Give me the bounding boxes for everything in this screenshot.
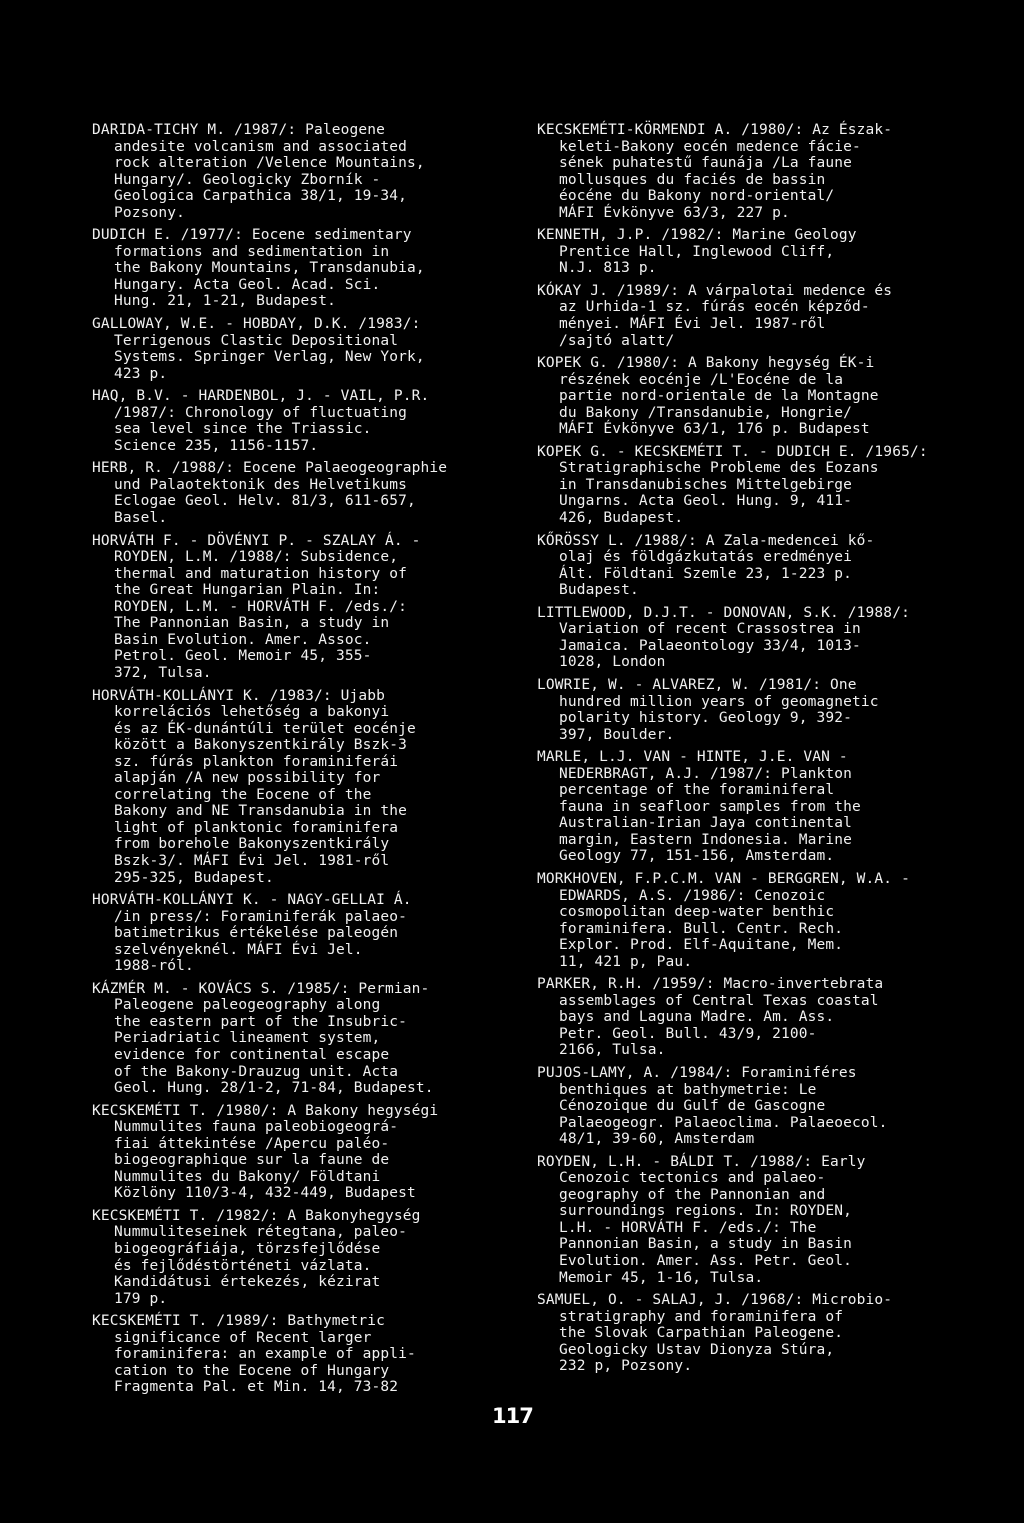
reference-line: Basel.: [114, 510, 168, 527]
reference-line: PUJOS-LAMY, A. /1984/: Foraminiféres: [537, 1064, 857, 1081]
reference-entry: [537, 533, 977, 599]
reference-entry: [92, 460, 502, 526]
reference-line: EDWARDS, A.S. /1986/: Cenozoic: [559, 887, 826, 904]
reference-line: DARIDA-TICHY M. /1987/: Paleogene: [92, 122, 386, 138]
reference-line: Pozsony.: [114, 204, 186, 221]
reference-line: HORVÁTH-KOLLÁNYI K. /1983/: Ujabb: [92, 687, 386, 704]
reference-line: 1988-ról.: [114, 958, 194, 975]
reference-line: Prentice Hall, Inglewood Cliff,: [559, 243, 835, 260]
reference-line: Cénozoique du Gulf de Gascogne: [559, 1098, 826, 1115]
left-reference-column: [92, 122, 502, 1396]
reference-entry: [92, 892, 502, 975]
reference-entry: [537, 677, 977, 743]
reference-line: mollusques du faciés de bassin: [559, 171, 826, 188]
reference-line: Közlöny 110/3-4, 432-449, Budapest: [114, 1185, 416, 1202]
reference-line: thermal and maturation history of: [114, 565, 408, 582]
reference-line: margin, Eastern Indonesia. Marine: [559, 831, 853, 848]
reference-line: NEDERBRAGT, A.J. /1987/: Plankton: [559, 765, 853, 782]
reference-line: Eclogae Geol. Helv. 81/3, 611-657,: [114, 493, 416, 510]
reference-line: Australian-Irian Jaya continental: [559, 815, 853, 832]
reference-line: LOWRIE, W. - ALVAREZ, W. /1981/: One: [537, 676, 857, 693]
reference-line: között a Bakonyszentkirály Bszk-3: [114, 737, 408, 754]
reference-line: és az ÉK-dunántúli terület eocénje: [114, 720, 416, 737]
reference-line: significance of Recent larger: [114, 1329, 372, 1346]
reference-line: 423 p.: [114, 365, 168, 382]
reference-line: Fragmenta Pal. et Min. 14, 73-82: [114, 1379, 399, 1396]
reference-line: N.J. 813 p.: [559, 260, 657, 277]
reference-line: bays and Laguna Madre. Am. Ass.: [559, 1009, 835, 1026]
reference-line: LITTLEWOOD, D.J.T. - DONOVAN, S.K. /1988/:: [537, 604, 910, 621]
reference-line: Geol. Hung. 28/1-2, 71-84, Budapest.: [114, 1080, 434, 1097]
reference-line: percentage of the foraminiferal: [559, 782, 835, 799]
reference-line: részének eocénje /L'Eocéne de la: [559, 371, 844, 388]
reference-line: the Slovak Carpathian Paleogene.: [559, 1325, 844, 1342]
reference-line: Hungary. Acta Geol. Acad. Sci.: [114, 276, 381, 293]
reference-line: andesite volcanism and associated: [114, 138, 408, 155]
reference-line: MÁFI Évkönyve 63/3, 227 p.: [559, 204, 790, 221]
reference-line: DUDICH E. /1977/: Eocene sedimentary: [92, 227, 412, 244]
reference-line: GALLOWAY, W.E. - HOBDAY, D.K. /1983/:: [92, 316, 421, 333]
reference-line: correlating the Eocene of the: [114, 786, 372, 803]
reference-line: the eastern part of the Insubric-: [114, 1013, 408, 1030]
reference-line: alapján /A new possibility for: [114, 770, 381, 787]
reference-entry: [537, 1065, 977, 1148]
reference-line: korrelációs lehetőség a bakonyi: [114, 704, 390, 721]
reference-entry: [537, 444, 977, 527]
reference-line: 48/1, 39-60, Amsterdam: [559, 1131, 755, 1148]
reference-line: cation to the Eocene of Hungary: [114, 1362, 390, 1379]
reference-line: 397, Boulder.: [559, 726, 675, 743]
reference-line: Jamaica. Palaeontology 33/4, 1013-: [559, 637, 861, 654]
reference-line: 372, Tulsa.: [114, 664, 212, 681]
reference-entry: [537, 871, 977, 970]
reference-line: 179 p.: [114, 1290, 168, 1307]
reference-line: und Palaotektonik des Helvetikums: [114, 476, 408, 493]
reference-line: /in press/: Foraminiferák palaeo-: [114, 908, 408, 925]
reference-entry: [537, 283, 977, 349]
reference-entry: [537, 605, 977, 671]
reference-line: Geologica Carpathica 38/1, 19-34,: [114, 188, 408, 205]
reference-line: KENNETH, J.P. /1982/: Marine Geology: [537, 227, 857, 244]
reference-line: du Bakony /Transdanubie, Hongrie/: [559, 404, 853, 421]
reference-line: fauna in seafloor samples from the: [559, 798, 861, 815]
reference-line: KECSKEMÉTI T. /1982/: A Bakonyhegység: [92, 1207, 421, 1224]
reference-line: MÁFI Évkönyve 63/1, 176 p. Budapest: [559, 421, 870, 438]
reference-line: the Great Hungarian Plain. In:: [114, 582, 381, 599]
reference-entry: [92, 122, 502, 221]
reference-line: ROYDEN, L.H. - BÁLDI T. /1988/: Early: [537, 1153, 866, 1170]
reference-line: fiai áttekintése /Apercu paléo-: [114, 1135, 390, 1152]
reference-line: /1987/: Chronology of fluctuating: [114, 404, 408, 421]
reference-entry: [537, 1154, 977, 1286]
reference-line: sea level since the Triassic.: [114, 421, 372, 438]
reference-line: 295-325, Budapest.: [114, 869, 274, 886]
reference-line: foraminifera: an example of appli-: [114, 1346, 416, 1363]
reference-line: the Bakony Mountains, Transdanubia,: [114, 260, 425, 277]
reference-line: ményei. MÁFI Évi Jel. 1987-ről: [559, 316, 826, 333]
reference-line: sz. fúrás plankton foraminiferái: [114, 753, 399, 770]
reference-line: Paleogene paleogeography along: [114, 997, 381, 1014]
reference-line: Budapest.: [559, 582, 639, 599]
reference-line: partie nord-orientale de la Montagne: [559, 388, 879, 405]
reference-entry: [537, 976, 977, 1059]
reference-line: éocéne du Bakony nord-oriental/: [559, 188, 835, 205]
reference-entry: [92, 1103, 502, 1202]
reference-line: KOPEK G. /1980/: A Bakony hegység ÉK-i: [537, 355, 875, 372]
reference-line: biogeográfiája, törzsfejlődése: [114, 1241, 381, 1257]
reference-entry: [537, 227, 977, 277]
reference-entry: [92, 227, 502, 310]
reference-line: keleti-Bakony eocén medence fácie-: [559, 138, 861, 155]
reference-line: Geology 77, 151-156, Amsterdam.: [559, 848, 835, 865]
reference-line: HERB, R. /1988/: Eocene Palaeogeographie: [92, 460, 448, 477]
reference-line: Bszk-3/. MÁFI Évi Jel. 1981-ről: [114, 852, 390, 869]
reference-line: in Transdanubisches Mittelgebirge: [559, 476, 853, 493]
reference-line: Kandidátusi értekezés, kézirat: [114, 1274, 381, 1291]
reference-entry: [537, 122, 977, 221]
reference-line: batimetrikus értékelése paleogén: [114, 925, 399, 942]
reference-entry: [92, 1208, 502, 1307]
reference-line: olaj és földgázkutatás eredményei: [559, 549, 853, 566]
reference-entry: [92, 1313, 502, 1396]
reference-line: benthiques at bathymetrie: Le: [559, 1081, 817, 1098]
reference-line: Science 235, 1156-1157.: [114, 437, 319, 454]
page-number: 117: [492, 1404, 533, 1428]
reference-line: foraminifera. Bull. Centr. Rech.: [559, 920, 844, 937]
reference-line: 1028, London: [559, 654, 666, 671]
reference-line: KECSKEMÉTI T. /1980/: A Bakony hegységi: [92, 1102, 439, 1119]
reference-line: KECSKEMÉTI-KÖRMENDI A. /1980/: Az Észak-: [537, 122, 893, 138]
reference-line: és fejlődéstörténeti vázlata.: [114, 1257, 372, 1274]
reference-line: HAQ, B.V. - HARDENBOL, J. - VAIL, P.R.: [92, 388, 430, 405]
reference-line: Evolution. Amer. Ass. Petr. Geol.: [559, 1253, 853, 1269]
reference-line: KÁZMÉR M. - KOVÁCS S. /1985/: Permian-: [92, 980, 430, 997]
reference-line: Systems. Springer Verlag, New York,: [114, 349, 425, 366]
reference-line: Hung. 21, 1-21, Budapest.: [114, 293, 336, 310]
reference-line: rock alteration /Velence Mountains,: [114, 155, 425, 172]
reference-line: Explor. Prod. Elf-Aquitane, Mem.: [559, 937, 844, 954]
reference-entry: [92, 688, 502, 887]
right-reference-column: [537, 122, 977, 1375]
reference-line: Nummulites du Bakony/ Földtani: [114, 1168, 381, 1185]
reference-line: MARLE, L.J. VAN - HINTE, J.E. VAN -: [537, 749, 848, 766]
reference-line: Hungary/. Geologicky Zborník -: [114, 171, 381, 188]
reference-line: ROYDEN, L.M. /1988/: Subsidence,: [114, 549, 399, 566]
reference-line: Cenozoic tectonics and palaeo-: [559, 1170, 826, 1187]
reference-line: L.H. - HORVÁTH F. /eds./: The: [559, 1219, 817, 1236]
reference-line: formations and sedimentation in: [114, 243, 390, 260]
reference-line: ROYDEN, L.M. - HORVÁTH F. /eds./:: [114, 598, 408, 615]
reference-line: KECSKEMÉTI T. /1989/: Bathymetric: [92, 1313, 386, 1330]
reference-line: Pannonian Basin, a study in Basin: [559, 1236, 853, 1253]
reference-line: assemblages of Central Texas coastal: [559, 992, 879, 1009]
reference-line: 232 p, Pozsony.: [559, 1358, 693, 1375]
reference-line: az Urhida-1 sz. fúrás eocén képződ-: [559, 299, 870, 316]
reference-line: cosmopolitan deep-water benthic: [559, 904, 835, 921]
reference-entry: [537, 355, 977, 438]
reference-entry: [537, 1292, 977, 1375]
reference-entry: [537, 749, 977, 865]
reference-line: Palaeogeogr. Palaeoclima. Palaeoecol.: [559, 1114, 888, 1131]
reference-line: Variation of recent Crassostrea in: [559, 621, 861, 638]
reference-line: polarity history. Geology 9, 392-: [559, 710, 853, 727]
reference-line: Nummulites fauna paleobiogeográ-: [114, 1119, 399, 1136]
reference-entry: [92, 981, 502, 1097]
reference-line: HORVÁTH-KOLLÁNYI K. - NAGY-GELLAI Á.: [92, 892, 412, 909]
reference-line: hundred million years of geomagnetic: [559, 693, 879, 710]
reference-line: KÓKAY J. /1989/: A várpalotai medence és: [537, 282, 893, 299]
reference-line: Memoir 45, 1-16, Tulsa.: [559, 1269, 764, 1286]
reference-line: Petrol. Geol. Memoir 45, 355-: [114, 648, 372, 665]
reference-line: biogeographique sur la faune de: [114, 1152, 390, 1169]
reference-line: PARKER, R.H. /1959/: Macro-invertebrata: [537, 976, 884, 993]
reference-line: Bakony and NE Transdanubia in the: [114, 803, 408, 820]
reference-line: KŐRÖSSY L. /1988/: A Zala-medencei kő-: [537, 532, 875, 549]
reference-line: Periadriatic lineament system,: [114, 1030, 381, 1047]
reference-line: 2166, Tulsa.: [559, 1042, 666, 1059]
reference-line: Ungarns. Acta Geol. Hung. 9, 411-: [559, 493, 853, 510]
reference-line: 426, Budapest.: [559, 510, 684, 527]
reference-line: surroundings regions. In: ROYDEN,: [559, 1203, 853, 1220]
reference-entry: [92, 316, 502, 382]
reference-line: The Pannonian Basin, a study in: [114, 615, 390, 632]
reference-entry: [92, 533, 502, 682]
reference-line: evidence for continental escape: [114, 1046, 390, 1063]
reference-line: Ált. Földtani Szemle 23, 1-223 p.: [559, 565, 853, 582]
reference-line: 11, 421 p, Pau.: [559, 953, 693, 970]
reference-line: HORVÁTH F. - DÖVÉNYI P. - SZALAY Á. -: [92, 532, 421, 549]
reference-line: from borehole Bakonyszentkirály: [114, 836, 390, 853]
reference-line: Petr. Geol. Bull. 43/9, 2100-: [559, 1025, 817, 1042]
reference-line: KOPEK G. - KECSKEMÉTI T. - DUDICH E. /1965/:: [537, 443, 928, 460]
reference-line: Geologicky Ustav Dionyza Stúra,: [559, 1341, 835, 1358]
reference-line: /sajtó alatt/: [559, 332, 675, 349]
reference-line: geography of the Pannonian and: [559, 1186, 826, 1203]
reference-line: MORKHOVEN, F.P.C.M. VAN - BERGGREN, W.A. -: [537, 870, 910, 887]
reference-line: SAMUEL, O. - SALAJ, J. /1968/: Microbio-: [537, 1292, 893, 1309]
reference-line: of the Bakony-Drauzug unit. Acta: [114, 1063, 399, 1080]
reference-line: szelvényeknél. MÁFI Évi Jel.: [114, 941, 363, 958]
reference-line: Nummuliteseinek rétegtana, paleo-: [114, 1224, 408, 1241]
reference-line: Basin Evolution. Amer. Assoc.: [114, 631, 372, 648]
reference-line: Terrigenous Clastic Depositional: [114, 332, 399, 349]
reference-line: sének puhatestű faunája /La faune: [559, 155, 853, 172]
reference-entry: [92, 388, 502, 454]
reference-line: Stratigraphische Probleme des Eozans: [559, 460, 879, 477]
reference-line: stratigraphy and foraminifera of: [559, 1308, 844, 1325]
reference-line: light of planktonic foraminifera: [114, 819, 399, 836]
